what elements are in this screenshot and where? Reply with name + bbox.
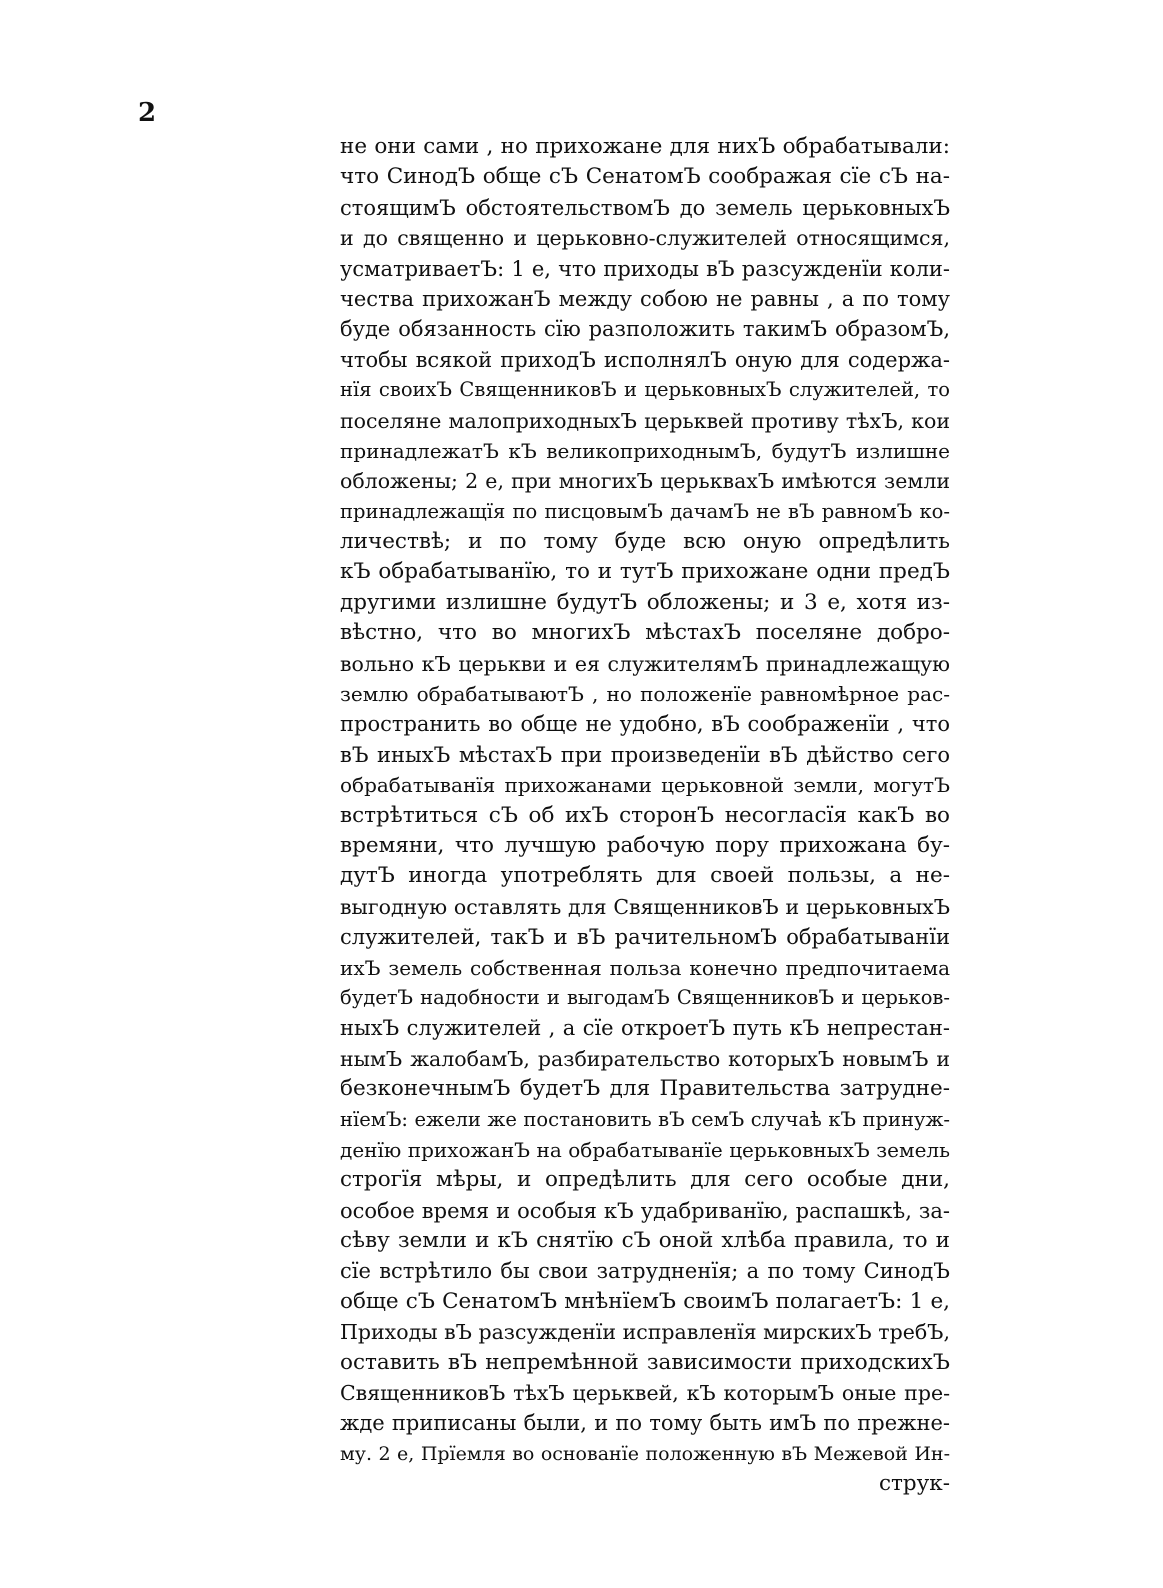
text-line: дутЪ иногда употреблять для своей пользы, а не- <box>340 863 950 889</box>
text-line: поселяне малоприходныхЪ церьквей противу тѣхЪ, кои <box>340 408 950 433</box>
text-line: кЪ обрабатыванїю, то и тутЪ прихожане одни предЪ <box>340 559 950 585</box>
text-line: буде обязанность сїю разположить такимЪ образомЪ, <box>340 317 950 342</box>
text-line: денїю прихожанЪ на обрабатыванїе церьковныхЪ земель <box>340 1137 950 1162</box>
text-line: вольно кЪ церькви и ея служителямЪ принадлежащую <box>340 651 950 676</box>
text-line: принадлежатЪ кЪ великоприходнымЪ, будутЪ излишне <box>340 438 950 463</box>
text-line: пространить во обще не удобно, вЪ соображенїи , что <box>340 712 950 737</box>
text-line: будетЪ надобности и выгодамЪ СвященниковЪ и церьков- <box>340 985 950 1009</box>
text-line: и до священно и церьковно-служителей относящимся, <box>340 226 950 251</box>
text-line: обще сЪ СенатомЪ мнѣнїемЪ своимЪ полагаетЪ: 1 е, <box>340 1288 950 1314</box>
text-line: чтобы всякой приходЪ исполнялЪ оную для содержа- <box>340 347 950 372</box>
text-line: особое время и особыя кЪ удабриванїю, распашкѣ, за- <box>340 1198 950 1223</box>
text-line: нїемЪ: ежели же постановить вЪ семЪ случаѣ кЪ принуж- <box>340 1107 950 1131</box>
text-line: жде приписаны были, и по тому быть имЪ по прежне- <box>340 1411 950 1436</box>
text-line: сїе встрѣтило бы свои затрудненїя; а по тому СинодЪ <box>340 1259 950 1284</box>
text-line: землю обрабатываютЪ , но положенїе равномѣрное рас- <box>340 682 950 707</box>
text-line: личествѣ; и по тому буде всю оную опредѣлить <box>340 529 950 555</box>
text-line: выгодную оставлять для СвященниковЪ и церьковныхЪ <box>340 894 950 919</box>
text-line: ныхЪ служителей , а сїе откроетЪ путь кЪ непрестан- <box>340 1016 950 1041</box>
text-line: встрѣтиться сЪ об ихЪ сторонЪ несогласїя какЪ во <box>340 802 950 828</box>
text-line: что СинодЪ обще сЪ СенатомЪ соображая сїе сЪ на- <box>340 164 950 190</box>
text-line: строгїя мѣры, и опредѣлить для сего особые дни, <box>340 1167 950 1193</box>
text-line: нїя своихЪ СвященниковЪ и церьковныхЪ служителей, то <box>340 378 950 402</box>
text-line: времяни, что лучшую рабочую пору прихожана бу- <box>340 832 950 858</box>
text-line: Приходы вЪ разсужденїи исправленїя мирскихЪ требЪ, <box>340 1320 950 1345</box>
text-line: сѣву земли и кЪ снятїю сЪ оной хлѣба правила, то и <box>340 1228 950 1254</box>
text-line: стоящимЪ обстоятельствомЪ до земель церьковныхЪ <box>340 195 950 220</box>
text-line: чества прихожанЪ между собою не равны , а по тому <box>340 286 950 311</box>
text-line: усматриваетЪ: 1 е, что приходы вЪ разсужденїи коли- <box>340 256 950 281</box>
text-line: принадлежащїя по писцовымЪ дачамЪ не вЪ равномЪ ко- <box>340 499 950 523</box>
text-line: оставить вЪ непремѣнной зависимости приходскихЪ <box>340 1349 950 1375</box>
text-line: му. 2 е, Прїемля во основанїе положенную вЪ Межевой Ин- <box>340 1442 950 1465</box>
text-line: не они сами , но прихожане для нихЪ обрабатывали: <box>340 134 950 159</box>
text-line: вЪ иныхЪ мѣстахЪ при произведенїи вЪ дѣйство сего <box>340 742 950 767</box>
text-line: нымЪ жалобамЪ, разбирательство которыхЪ новымЪ и <box>340 1046 950 1071</box>
text-line: обложены; 2 е, при многихЪ церьквахЪ имѣются земли <box>340 469 950 494</box>
catchword: струк- <box>878 1471 950 1497</box>
text-line: ихЪ земель собственная польза конечно предпочитаема <box>340 955 950 980</box>
text-line: СвященниковЪ тѣхЪ церьквей, кЪ которымЪ оные пре- <box>340 1381 950 1406</box>
page-number: 2 <box>138 98 157 128</box>
text-line: безконечнымЪ будетЪ для Правительства затрудне- <box>340 1076 950 1102</box>
text-line: вѣстно, что во многихЪ мѣстахЪ поселяне добро- <box>340 620 950 646</box>
body-text <box>340 132 950 1500</box>
text-line: обрабатыванїя прихожанами церьковной земли, могутЪ <box>340 773 950 798</box>
text-line: другими излишне будутЪ обложены; и 3 е, хотя из- <box>340 589 950 615</box>
text-line: служителей, такЪ и вЪ рачительномЪ обрабатыванїи <box>340 925 950 950</box>
